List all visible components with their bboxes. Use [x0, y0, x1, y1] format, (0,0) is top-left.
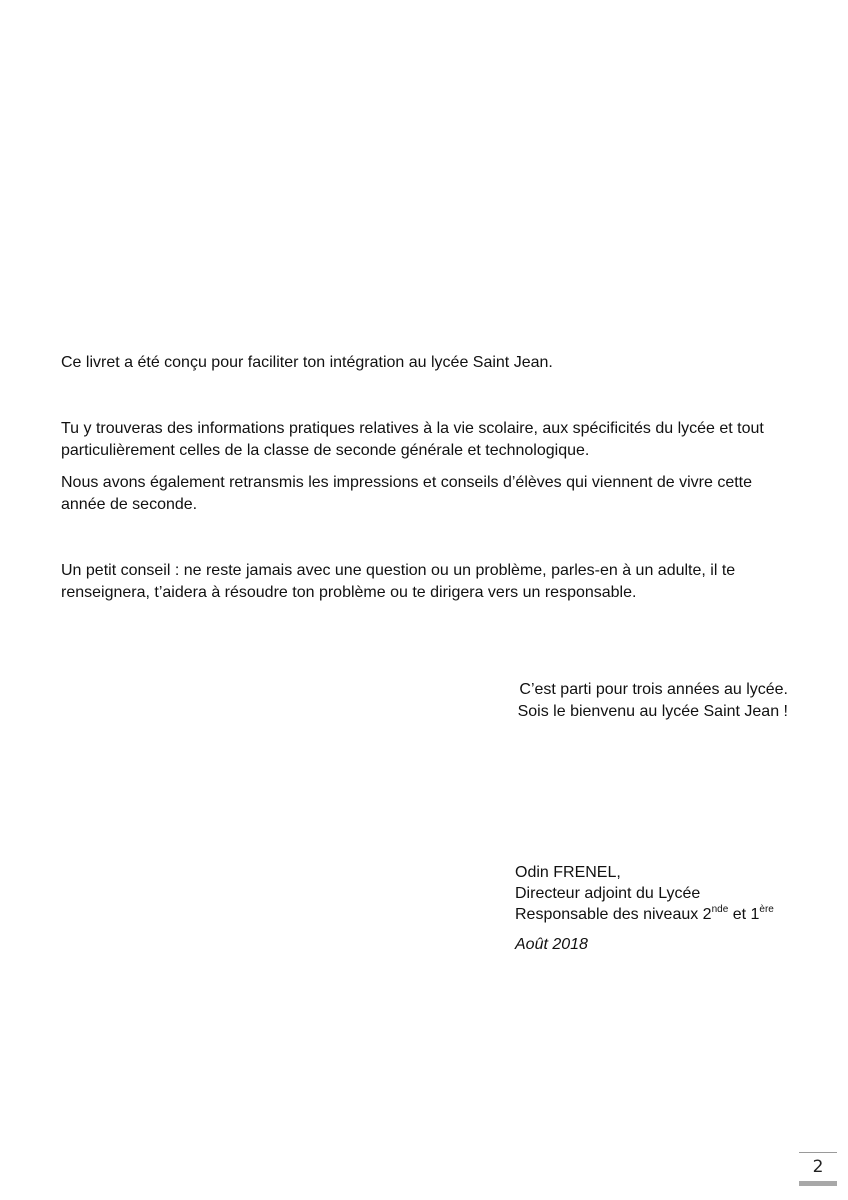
signature-role-prefix: Responsable des niveaux 2 — [515, 906, 712, 923]
page-number: 2 — [812, 1157, 824, 1177]
signature-name: Odin FRENEL, — [515, 864, 621, 881]
intro-paragraph-1: Ce livret a été conçu pour faciliter ton intégration au lycée Saint Jean. — [61, 354, 553, 371]
signature-title: Directeur adjoint du Lycée — [515, 885, 701, 902]
closing-block — [518, 679, 788, 723]
intro-paragraph-2: Tu y trouveras des informations pratiques relatives à la vie scolaire, aux spécificités du lycée et tout particulièrement celles de la classe de seconde générale et technologique. — [61, 420, 764, 459]
page-number-box — [799, 1152, 837, 1186]
signature-date: Août 2018 — [515, 936, 588, 953]
signature-role-middle: et 1 — [728, 906, 760, 923]
closing-line-2: Sois le bienvenu au lycée Saint Jean ! — [517, 703, 788, 720]
intro-paragraph-3: Nous avons également retransmis les impressions et conseils d’élèves qui viennent de vivre cette année de seconde. — [61, 474, 753, 513]
signature-role-sup-1: nde — [711, 904, 729, 915]
signature-role-sup-2: ère — [759, 904, 774, 915]
advice-paragraph: Un petit conseil : ne reste jamais avec une question ou un problème, parles-en à un adulte, il te renseignera, t’aidera à résoudre ton problème ou te dirigera vers un responsable. — [61, 562, 736, 601]
closing-line-1: C’est parti pour trois années au lycée. — [519, 681, 788, 698]
signature-role — [515, 904, 774, 925]
signature-block — [515, 862, 774, 925]
